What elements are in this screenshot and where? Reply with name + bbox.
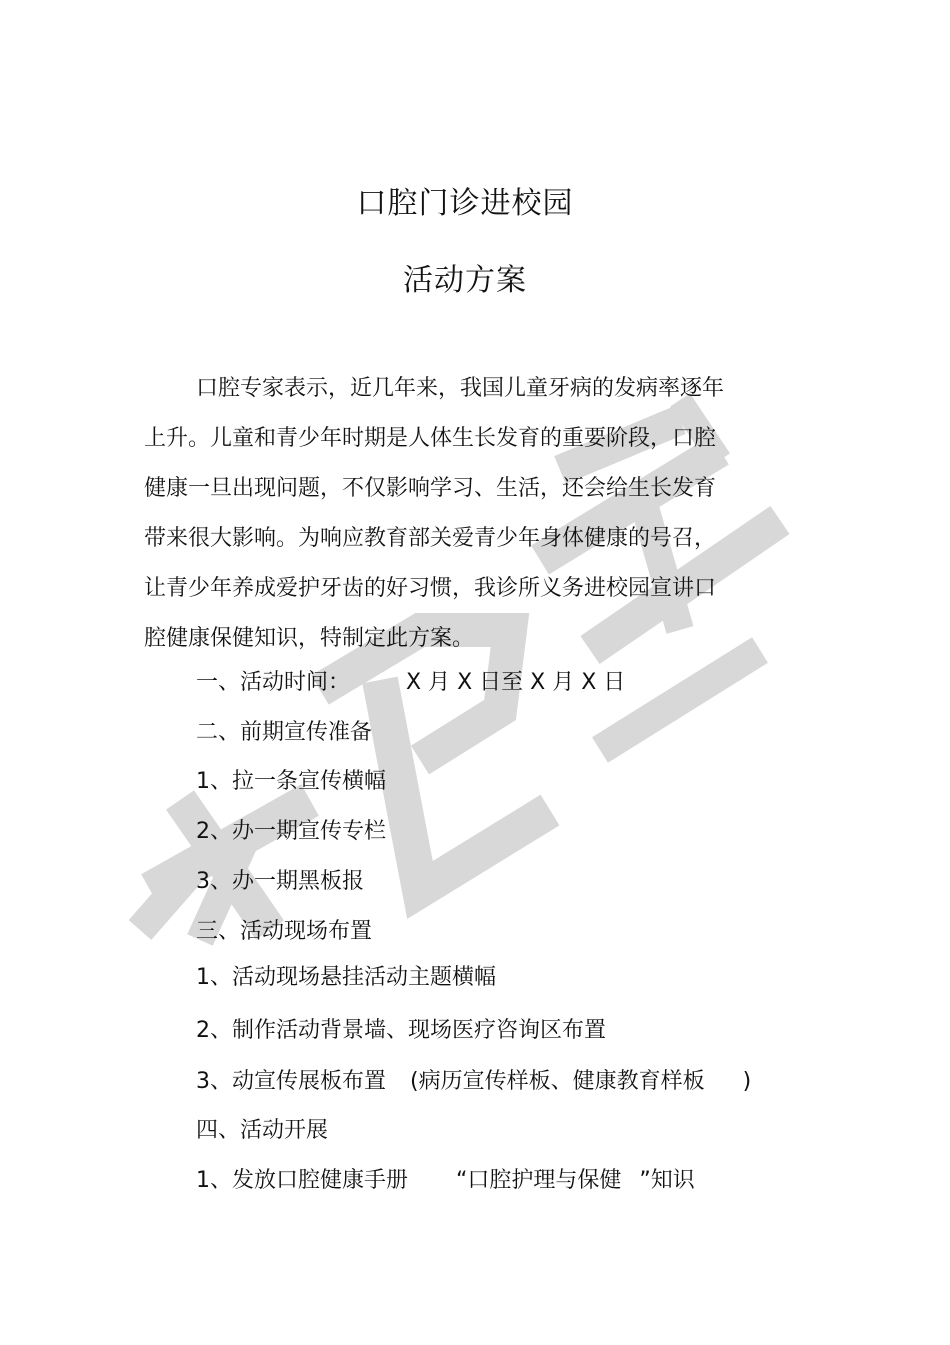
list-item: 1、活动现场悬挂活动主题横幅 [196,965,496,990]
list-item: 1、拉一条宣传横幅 [196,769,386,794]
list-item-text: ”知识 [639,1168,695,1193]
list-item-text: 1、发放口腔健康手册 [196,1168,408,1193]
section-activity-time [196,668,625,698]
list-item [196,1067,751,1097]
list-item: 2、制作活动背景墙、现场医疗咨询区布置 [196,1018,606,1043]
section-heading-preparation: 二、前期宣传准备 [196,720,373,745]
intro-line: 让青少年养成爱护牙齿的好习惯，我诊所义务进校园宣讲口 [144,576,717,601]
document-title-line1: 口腔门诊进校园 [356,186,574,221]
intro-line: 上升。儿童和青少年时期是人体生长发育的重要阶段，口腔 [144,426,717,451]
list-item-text: ) [742,1069,752,1094]
section-heading-activity: 四、活动开展 [196,1118,329,1143]
document-title-line2: 活动方案 [403,263,527,298]
list-item [196,1166,695,1196]
list-item-text: “口腔护理与保健 [456,1168,622,1193]
intro-line: 腔健康保健知识，特制定此方案。 [144,626,475,651]
section-activity-time-label: 一、活动时间： [196,670,351,695]
list-item: 3、办一期黑板报 [196,869,364,894]
intro-paragraph [144,364,754,664]
list-item: 2、办一期宣传专栏 [196,819,386,844]
list-item-text: (病历宣传样板、健康教育样板 [410,1069,705,1094]
intro-line: 健康一旦出现问题，不仅影响学习、生活，还会给生长发育 [144,476,717,501]
list-item-text: 3、动宣传展板布置 [196,1069,386,1094]
section-activity-time-value: X 月 X 日至 X 月 X 日 [406,670,626,695]
intro-line: 口腔专家表示，近几年来，我国儿童牙病的发病率逐年 [196,376,725,401]
intro-line: 带来很大影响。为响应教育部关爱青少年身体健康的号召， [144,526,717,551]
section-heading-venue-setup: 三、活动现场布置 [196,919,373,944]
